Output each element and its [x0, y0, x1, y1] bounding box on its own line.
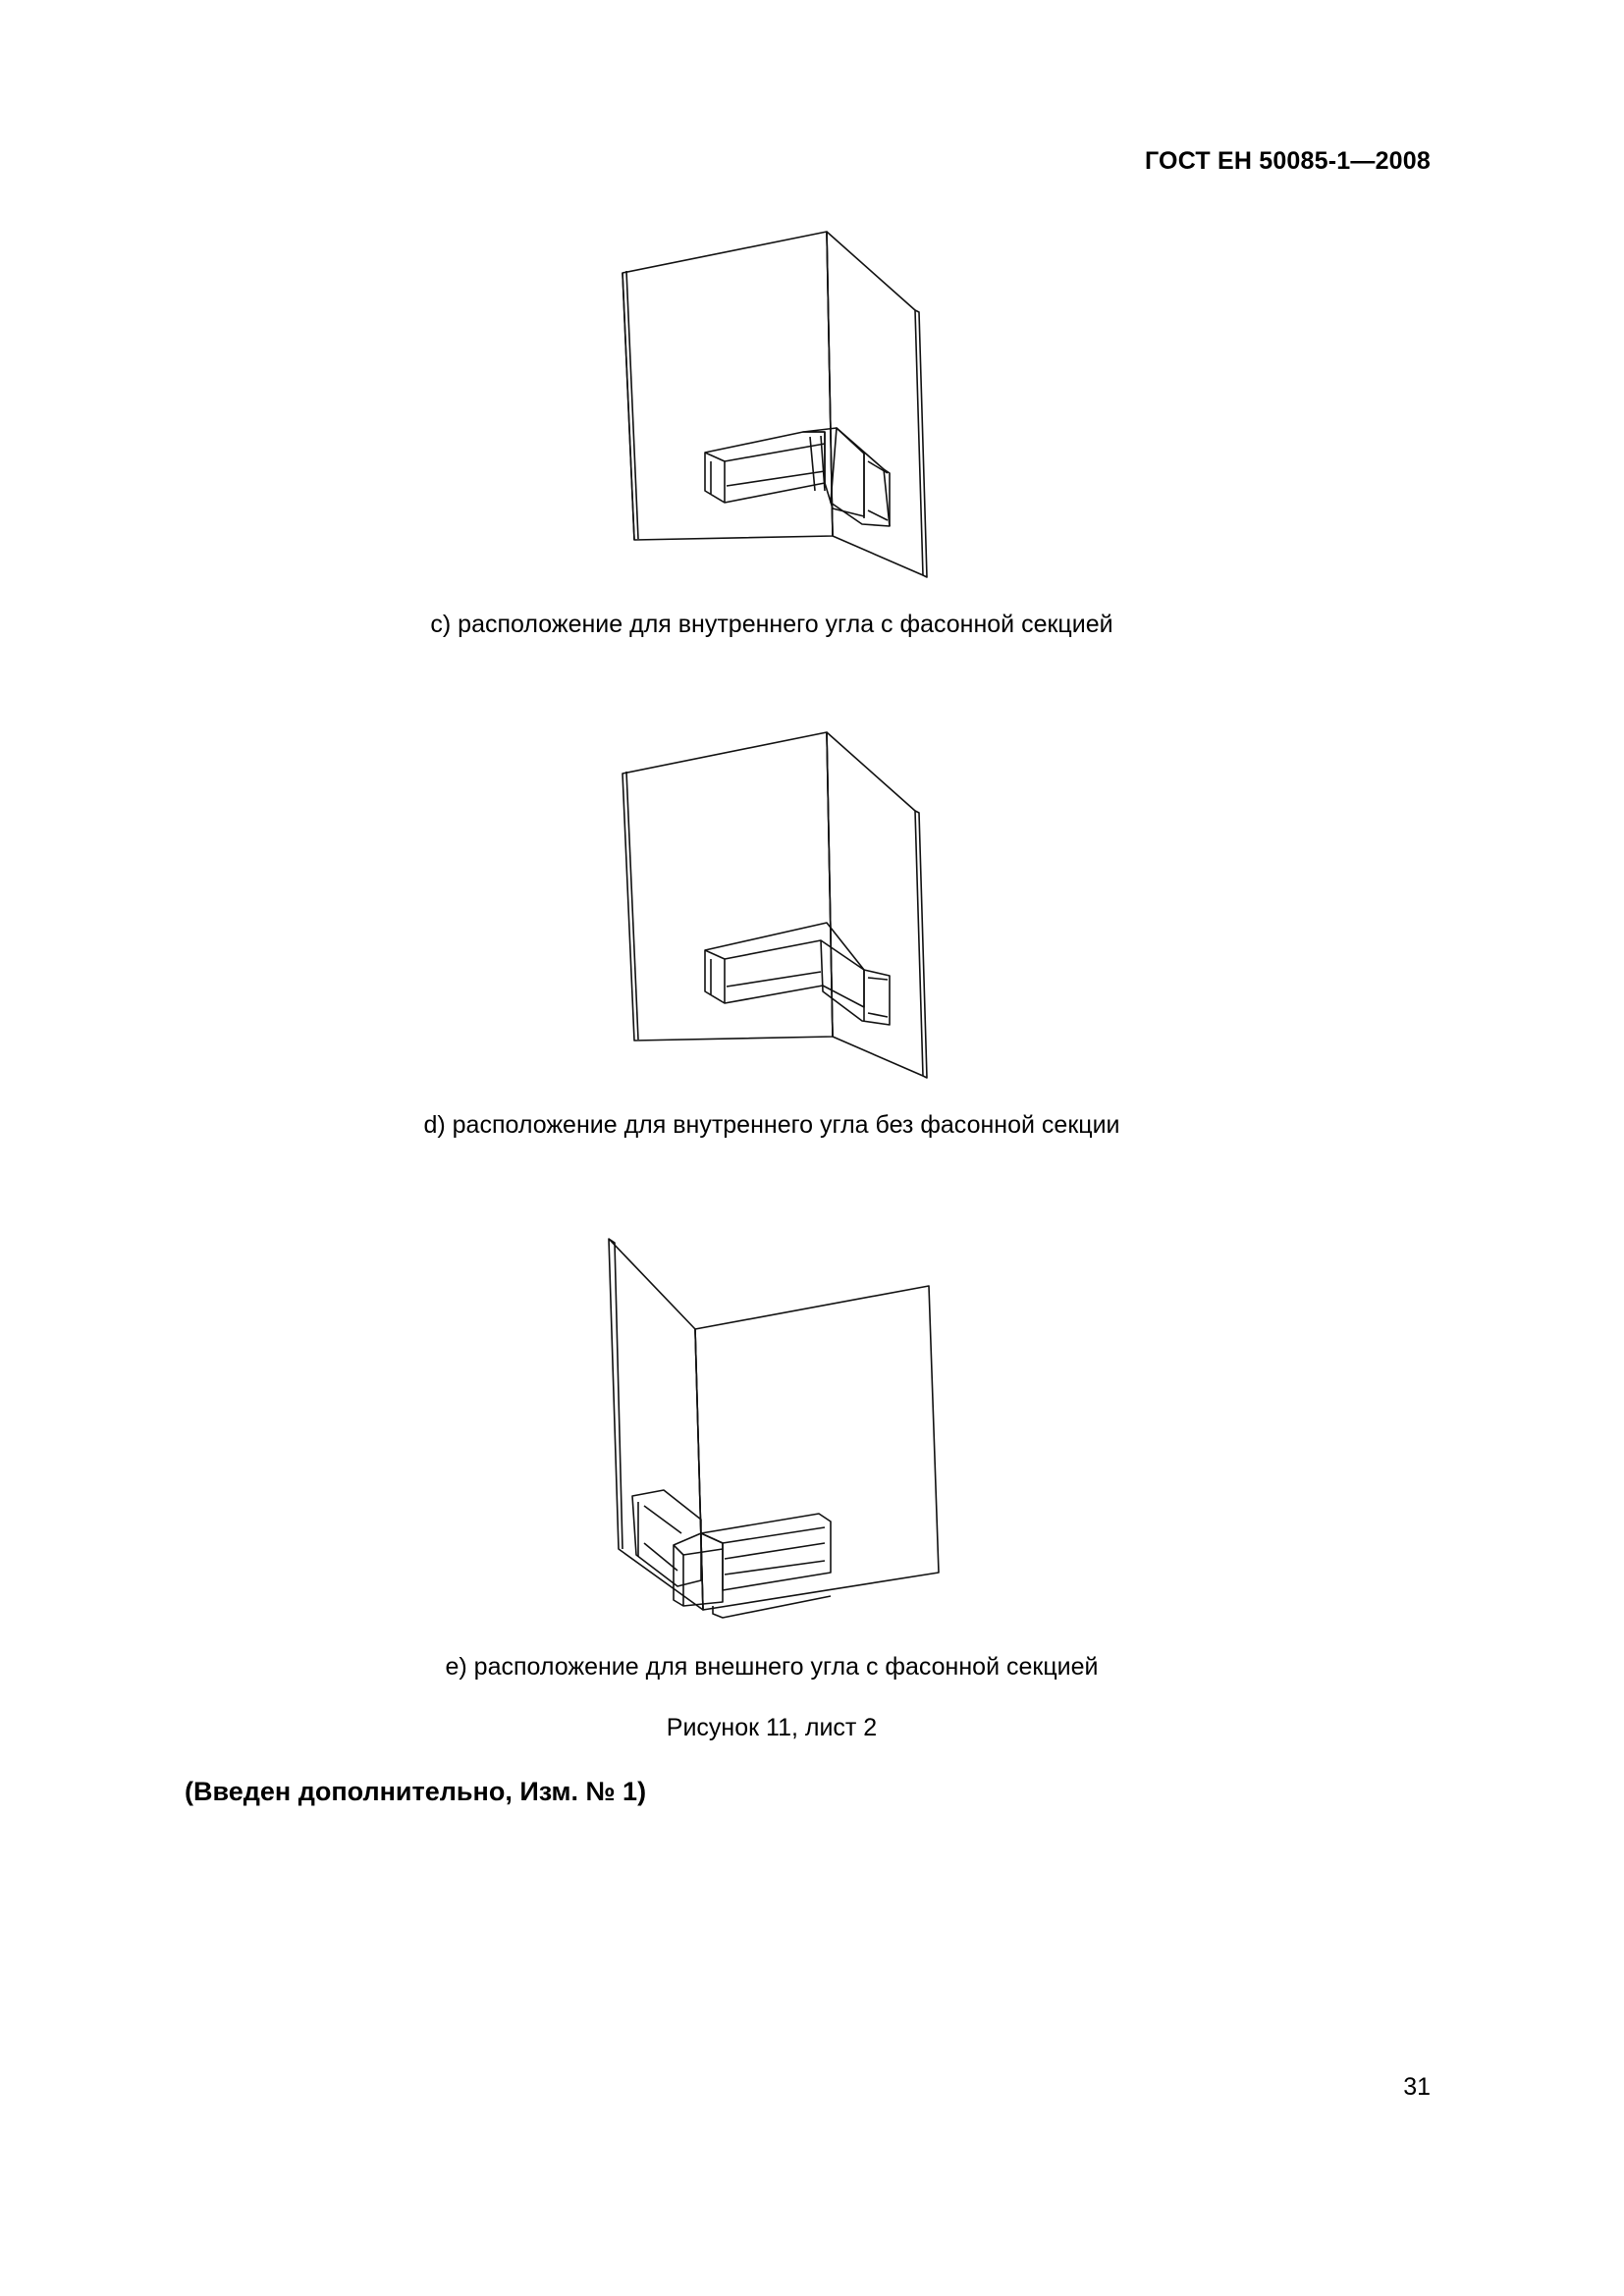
- figure-c-caption: c) расположение для внутреннего угла с фасонной секцией: [430, 611, 1113, 638]
- amendment-note: (Введен дополнительно, Изм. № 1): [185, 1777, 647, 1806]
- figure-e-caption: e) расположение для внешнего угла с фасонной секцией: [445, 1653, 1099, 1681]
- figure-label: Рисунок 11, лист 2: [666, 1714, 878, 1741]
- figure-d-caption: d) расположение для внутреннего угла без фасонной секции: [423, 1111, 1120, 1139]
- document-code-header: ГОСТ ЕН 50085-1—2008: [1145, 147, 1431, 175]
- page-number: 31: [1403, 2073, 1431, 2101]
